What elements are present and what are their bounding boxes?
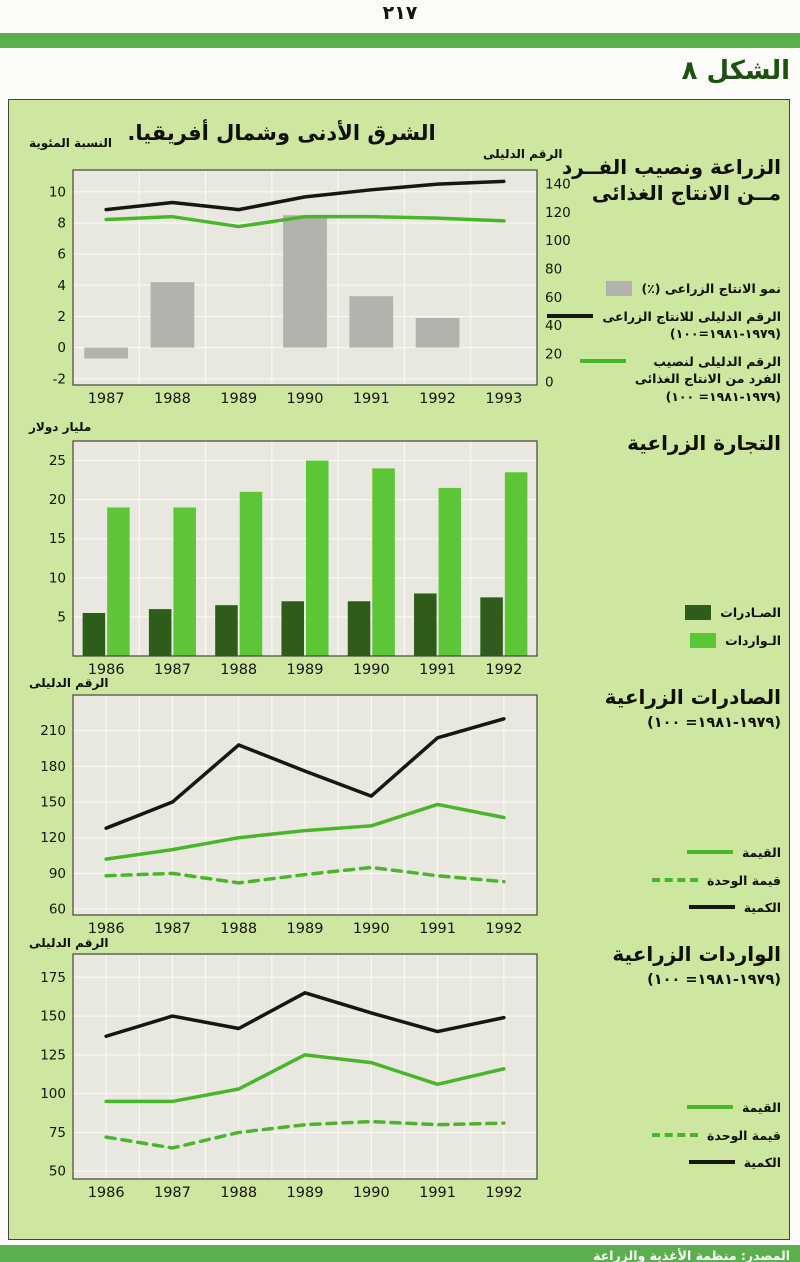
legend-dashed-line-swatch xyxy=(652,1133,698,1137)
section-title-line: مــن الانتاج الغذائى xyxy=(591,181,781,206)
svg-text:125: 125 xyxy=(40,1047,66,1064)
section-title-line: الزراعة ونصيب الفــرد xyxy=(561,155,781,179)
figure-panel xyxy=(8,99,790,1240)
top-green-band xyxy=(0,33,800,48)
svg-text:5: 5 xyxy=(57,609,66,626)
section-exports xyxy=(543,684,781,731)
section-title-line: الصادرات الزراعية xyxy=(604,685,781,709)
svg-text:1992: 1992 xyxy=(485,1185,523,1201)
svg-text:0: 0 xyxy=(57,340,66,357)
page-number: ٢١٧ xyxy=(382,2,418,24)
svg-text:1989: 1989 xyxy=(286,1185,324,1201)
svg-text:4: 4 xyxy=(57,277,66,294)
section-title-line: التجارة الزراعية xyxy=(627,431,781,455)
legend-imports xyxy=(543,1099,781,1182)
svg-text:60: 60 xyxy=(48,901,66,918)
svg-text:180: 180 xyxy=(40,758,66,775)
legend-line-swatch xyxy=(580,359,626,363)
legend-box-swatch xyxy=(690,633,716,648)
legend-line-swatch xyxy=(687,1105,733,1109)
legend-label: القيمة xyxy=(741,845,781,860)
legend-trade xyxy=(543,604,781,659)
svg-text:1989: 1989 xyxy=(220,391,258,407)
svg-text:20: 20 xyxy=(545,346,563,363)
svg-text:1988: 1988 xyxy=(153,391,191,407)
legend-item xyxy=(543,353,781,406)
legend-label: الكمية xyxy=(743,1155,781,1170)
svg-text:0: 0 xyxy=(545,374,554,391)
section-imports xyxy=(543,941,781,988)
svg-text:1991: 1991 xyxy=(352,391,390,407)
legend-label: الرقم الدليلى لنصيب الفرد من الانتاج الغذائى (١٩٧٩-١٩٨١= ١٠٠) xyxy=(634,353,781,404)
svg-text:1986: 1986 xyxy=(87,1185,125,1201)
section-subtitle: (١٩٧٩-١٩٨١= ١٠٠) xyxy=(647,972,781,989)
legend-item xyxy=(543,872,781,890)
svg-text:175: 175 xyxy=(40,969,66,986)
legend-dashed-line-swatch xyxy=(652,878,698,882)
svg-text:10: 10 xyxy=(48,570,66,587)
chart1-left-axis-title: النسبة المئوية xyxy=(29,136,112,150)
legend-label: قيمة الوحدة xyxy=(706,1127,781,1143)
svg-text:-2: -2 xyxy=(52,371,66,388)
svg-text:1992: 1992 xyxy=(419,391,457,407)
svg-text:60: 60 xyxy=(545,289,563,306)
svg-text:20: 20 xyxy=(48,492,66,509)
svg-text:75: 75 xyxy=(48,1124,66,1141)
svg-text:15: 15 xyxy=(48,531,66,548)
legend-label: القيمة xyxy=(741,1100,781,1115)
svg-text:140: 140 xyxy=(545,176,571,193)
legend-label: الـواردات xyxy=(725,632,781,648)
svg-text:2: 2 xyxy=(57,308,66,325)
section-title-line: الواردات الزراعية xyxy=(612,942,781,966)
svg-text:1987: 1987 xyxy=(153,921,191,937)
agricultural-exports-chart xyxy=(23,688,583,938)
source-band xyxy=(0,1245,800,1262)
svg-text:1989: 1989 xyxy=(286,662,324,678)
svg-text:120: 120 xyxy=(545,204,571,221)
svg-text:10: 10 xyxy=(48,184,66,201)
legend-item xyxy=(543,632,781,650)
legend-label: نمو الانتاج الزراعى (٪) xyxy=(641,281,781,296)
legend-label: الكمية xyxy=(743,900,781,915)
chart3-left-axis-title: الرقم الدليلى xyxy=(29,676,109,690)
chart2-left-axis-title: مليار دولار xyxy=(29,420,92,434)
legend-exports xyxy=(543,844,781,927)
section-production xyxy=(543,154,781,207)
legend-line-swatch xyxy=(547,314,593,318)
svg-text:80: 80 xyxy=(545,261,563,278)
agricultural-trade-chart xyxy=(23,433,583,683)
svg-text:1987: 1987 xyxy=(153,662,191,678)
source-text: المصدر: منظمة الأغذية والزراعة xyxy=(593,1248,790,1262)
svg-text:25: 25 xyxy=(48,453,66,470)
legend-item xyxy=(543,280,781,298)
legend-line-swatch xyxy=(689,905,735,909)
legend-box-swatch xyxy=(606,281,632,296)
legend-production xyxy=(543,280,781,415)
svg-text:1991: 1991 xyxy=(419,662,457,678)
legend-label: الصـادرات xyxy=(720,605,781,620)
legend-line-swatch xyxy=(689,1160,735,1164)
svg-text:1989: 1989 xyxy=(286,921,324,937)
legend-item xyxy=(543,1099,781,1117)
chart1-right-axis-title: الرقم الدليلى xyxy=(483,147,563,161)
legend-label: الرقم الدليلى للانتاج الزراعى (١٩٧٩-١٩٨١=١٠٠) xyxy=(602,308,781,341)
figure-label: الشكل ٨ xyxy=(681,56,790,86)
main-title: الشرق الأدنى وشمال أفريقيا. xyxy=(127,121,436,145)
svg-text:1990: 1990 xyxy=(286,391,324,407)
svg-text:6: 6 xyxy=(57,246,66,263)
agricultural-imports-chart xyxy=(23,947,583,1202)
svg-text:1987: 1987 xyxy=(153,1185,191,1201)
svg-text:90: 90 xyxy=(48,865,66,882)
svg-text:1992: 1992 xyxy=(485,921,523,937)
section-trade xyxy=(543,430,781,456)
section-subtitle: (١٩٧٩-١٩٨١= ١٠٠) xyxy=(647,715,781,732)
svg-text:1986: 1986 xyxy=(87,662,125,678)
svg-text:1990: 1990 xyxy=(352,662,390,678)
svg-text:150: 150 xyxy=(40,1008,66,1025)
svg-text:120: 120 xyxy=(40,830,66,847)
svg-text:1993: 1993 xyxy=(485,391,523,407)
svg-text:100: 100 xyxy=(40,1086,66,1103)
svg-text:1991: 1991 xyxy=(419,921,457,937)
svg-text:1987: 1987 xyxy=(87,391,125,407)
svg-text:1991: 1991 xyxy=(419,1185,457,1201)
legend-item xyxy=(543,844,781,862)
svg-text:1992: 1992 xyxy=(485,662,523,678)
svg-text:1988: 1988 xyxy=(220,1185,258,1201)
svg-text:210: 210 xyxy=(40,723,66,740)
legend-item xyxy=(543,899,781,917)
legend-box-swatch xyxy=(685,605,711,620)
chart4-left-axis-title: الرقم الدليلى xyxy=(29,936,109,950)
svg-text:8: 8 xyxy=(57,215,66,232)
legend-item xyxy=(543,604,781,622)
svg-text:50: 50 xyxy=(48,1163,66,1180)
svg-text:40: 40 xyxy=(545,318,563,335)
legend-item xyxy=(543,308,781,343)
svg-text:1990: 1990 xyxy=(352,1185,390,1201)
legend-line-swatch xyxy=(687,850,733,854)
legend-item xyxy=(543,1127,781,1145)
svg-text:1988: 1988 xyxy=(220,662,258,678)
svg-text:1986: 1986 xyxy=(87,921,125,937)
svg-text:150: 150 xyxy=(40,794,66,811)
legend-item xyxy=(543,1154,781,1172)
svg-text:100: 100 xyxy=(545,233,571,250)
svg-text:1990: 1990 xyxy=(352,921,390,937)
legend-label: قيمة الوحدة xyxy=(706,872,781,888)
agriculture-production-chart xyxy=(23,162,583,412)
svg-text:1988: 1988 xyxy=(220,921,258,937)
